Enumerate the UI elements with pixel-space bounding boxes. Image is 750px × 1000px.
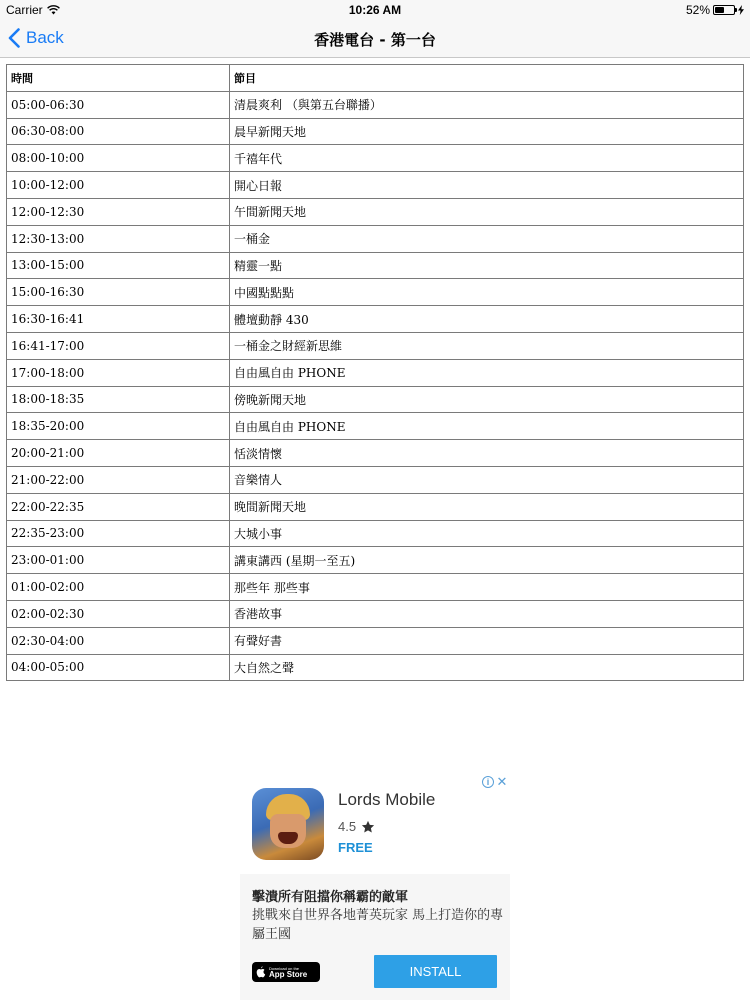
app-store-badge[interactable]: [252, 962, 320, 982]
ad-choices: [482, 776, 508, 788]
table-row: [7, 198, 744, 225]
table-row: [7, 440, 744, 467]
program-cell: 體壇動靜 430: [230, 306, 744, 333]
program-cell: 音樂情人: [230, 466, 744, 493]
ad-banner[interactable]: [240, 774, 510, 1000]
program-cell: 香港故事: [230, 600, 744, 627]
program-cell: 大自然之聲: [230, 654, 744, 681]
program-cell: 中國點點點: [230, 279, 744, 306]
ad-headline: 擊潰所有阻擋你稱霸的敵軍: [252, 890, 409, 905]
battery-icon: [713, 5, 735, 15]
app-icon[interactable]: [252, 788, 324, 860]
badge-small-text: Download on the: [269, 965, 300, 971]
table-row: [7, 91, 744, 118]
time-cell: 10:00-12:00: [7, 172, 230, 199]
table-row: [7, 359, 744, 386]
ad-close-icon[interactable]: ✕: [496, 774, 508, 789]
program-cell: 恬淡情懷: [230, 440, 744, 467]
back-label: Back: [26, 28, 64, 47]
table-row: [7, 118, 744, 145]
battery-fill: [715, 7, 724, 13]
program-cell: 那些年 那些事: [230, 574, 744, 601]
carrier-label: Carrier: [6, 3, 43, 17]
schedule-table: [6, 64, 744, 681]
badge-big-text: App Store: [269, 969, 308, 979]
ad-rating: [338, 819, 375, 834]
navigation-bar: [0, 20, 750, 58]
program-cell: 晨早新聞天地: [230, 118, 744, 145]
time-cell: 04:00-05:00: [7, 654, 230, 681]
table-row: [7, 466, 744, 493]
time-cell: 22:35-23:00: [7, 520, 230, 547]
table-row: [7, 547, 744, 574]
header-time: 時間: [7, 65, 230, 92]
program-cell: 有聲好書: [230, 627, 744, 654]
table-row: [7, 145, 744, 172]
time-cell: 22:00-22:35: [7, 493, 230, 520]
time-cell: 16:41-17:00: [7, 332, 230, 359]
ad-info-icon[interactable]: i: [482, 776, 494, 788]
program-cell: 精靈一點: [230, 252, 744, 279]
table-row: [7, 279, 744, 306]
table-row: [7, 225, 744, 252]
program-cell: 一桶金: [230, 225, 744, 252]
program-cell: 傍晚新聞天地: [230, 386, 744, 413]
time-cell: 02:00-02:30: [7, 600, 230, 627]
program-cell: 開心日報: [230, 172, 744, 199]
time-cell: 16:30-16:41: [7, 306, 230, 333]
time-cell: 01:00-02:00: [7, 574, 230, 601]
time-cell: 06:30-08:00: [7, 118, 230, 145]
table-row: [7, 520, 744, 547]
ad-price: FREE: [338, 840, 373, 855]
schedule-body: [7, 91, 744, 681]
table-row: [7, 574, 744, 601]
program-cell: 一桶金之財經新思維: [230, 332, 744, 359]
program-cell: 大城小事: [230, 520, 744, 547]
time-cell: 21:00-22:00: [7, 466, 230, 493]
table-header-row: [7, 65, 744, 92]
time-cell: 20:00-21:00: [7, 440, 230, 467]
status-bar: [0, 0, 750, 20]
status-right: [686, 3, 744, 17]
table-row: [7, 600, 744, 627]
time-cell: 12:00-12:30: [7, 198, 230, 225]
ad-rating-value: 4.5: [338, 819, 357, 834]
time-cell: 15:00-16:30: [7, 279, 230, 306]
time-cell: 12:30-13:00: [7, 225, 230, 252]
time-cell: 05:00-06:30: [7, 91, 230, 118]
time-cell: 02:30-04:00: [7, 627, 230, 654]
program-cell: 講東講西 (星期一至五): [230, 547, 744, 574]
program-cell: 清晨爽利 （與第五台聯播）: [230, 91, 744, 118]
program-cell: 晚間新聞天地: [230, 493, 744, 520]
table-row: [7, 627, 744, 654]
time-cell: 08:00-10:00: [7, 145, 230, 172]
time-cell: 18:35-20:00: [7, 413, 230, 440]
ad-body: 挑戰來自世界各地菁英玩家 馬上打造你的專屬王國: [252, 908, 504, 942]
ad-header: [240, 774, 510, 874]
program-cell: 午間新聞天地: [230, 198, 744, 225]
program-cell: 千禧年代: [230, 145, 744, 172]
table-row: [7, 386, 744, 413]
battery-percent: 52%: [685, 3, 710, 17]
table-row: [7, 413, 744, 440]
apple-icon: [256, 966, 266, 978]
table-row: [7, 172, 744, 199]
install-button[interactable]: INSTALL: [374, 955, 497, 988]
program-cell: 自由風自由 PHONE: [230, 359, 744, 386]
page-title: 香港電台 - 第一台: [314, 31, 436, 49]
table-row: [7, 493, 744, 520]
app-store-badge-text: [269, 966, 307, 979]
ad-app-name[interactable]: Lords Mobile: [338, 790, 436, 809]
time-cell: 13:00-15:00: [7, 252, 230, 279]
charging-bolt-icon: [738, 5, 744, 15]
table-row: [7, 654, 744, 681]
table-row: [7, 252, 744, 279]
header-program: 節目: [230, 65, 744, 92]
time-cell: 23:00-01:00: [7, 547, 230, 574]
program-cell: 自由風自由 PHONE: [230, 413, 744, 440]
table-row: [7, 306, 744, 333]
star-icon: [361, 820, 375, 834]
status-time: 10:26 AM: [348, 3, 402, 17]
time-cell: 18:00-18:35: [7, 386, 230, 413]
time-cell: 17:00-18:00: [7, 359, 230, 386]
table-row: [7, 332, 744, 359]
